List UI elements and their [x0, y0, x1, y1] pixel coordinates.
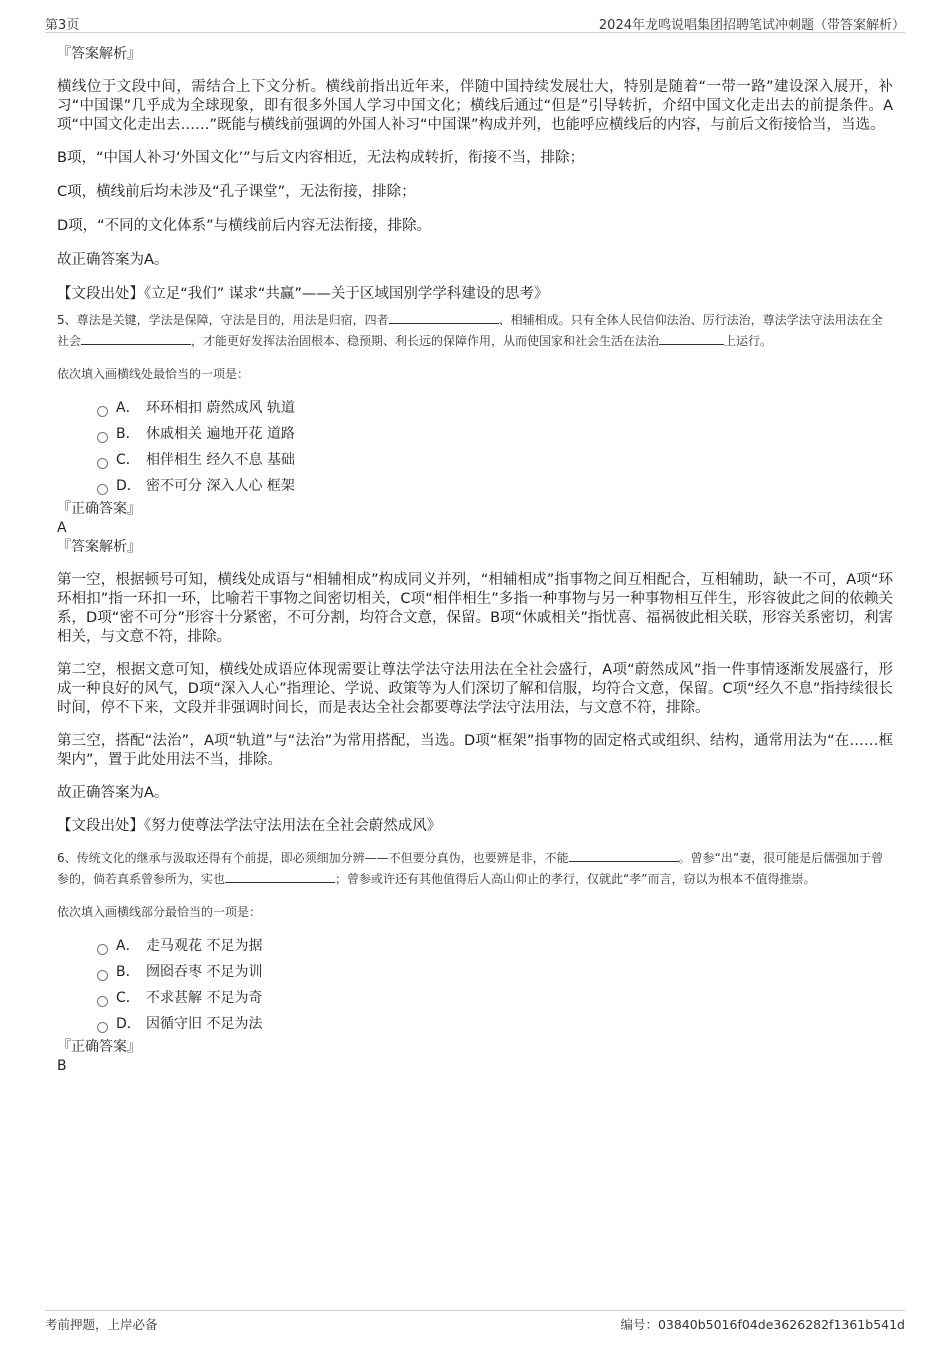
conclusion: 故正确答案为A。: [57, 252, 169, 268]
radio-icon[interactable]: [97, 1022, 108, 1033]
analysis-tag: 『答案解析』: [57, 539, 141, 555]
option-b[interactable]: B． 囫囵吞枣 不足为训: [97, 959, 893, 985]
fill-blank: [81, 332, 191, 345]
page-header: [45, 12, 905, 33]
radio-icon[interactable]: [97, 458, 108, 469]
option-a[interactable]: A． 环环相扣 蔚然成风 轨道: [97, 395, 893, 421]
analysis-paragraph: 第二空，根据文意可知，横线处成语应体现需要让尊法学法守法用法在全社会盛行，A项“蔚然成风”指一件事情逐渐发展盛行，形成一种良好的风气，D项“深入人心”指理论、学说、政策等为人们深切了解和信服，均符合文意，保留。C项“经久不息”指持续很长时间，停不下来，文段并非强调时间长，而是表达全社会都要尊法学法守法用法，与文意不符，排除。: [57, 662, 893, 716]
question-stem: 5、尊法是关键，学法是保障，守法是目的，用法是归宿，四者 、相辅相成。只有全体人民信仰法治、厉行法治，尊法学法守法用法在全社会 ，才能更好发挥法治固根本、稳预期、利长远的保障作用，从而使国家和社会生活在法治 上运行。: [57, 313, 883, 348]
question-prompt: 依次填入画横线部分最恰当的一项是：: [57, 905, 262, 919]
analysis-paragraph: C项，横线前后均未涉及“孔子课堂”，无法衔接，排除；: [57, 184, 416, 200]
fill-blank: [389, 311, 499, 324]
page-number: 第3页: [45, 18, 80, 33]
source-citation: 【文段出处】《立足“我们” 谋求“共赢”——关于区域国别学学科建设的思考》: [57, 286, 549, 302]
fill-blank: [225, 870, 335, 883]
option-b[interactable]: B． 休戚相关 遍地开花 道路: [97, 421, 893, 447]
analysis-paragraph: B项，“中国人补习‘外国文化’”与后文内容相近，无法构成转折，衔接不当，排除；: [57, 150, 585, 166]
fill-blank: [569, 849, 679, 862]
analysis-tag: 『答案解析』: [57, 46, 141, 62]
question-stem: 6、传统文化的继承与汲取还得有个前提，即必须细加分辨——不但要分真伪，也要辨是非，不能 。曾参“出”妻，很可能是后儒强加于曾参的，倘若真系曾参所为，实也 ；曾参或许还有其他值得后人高山仰止的孝行，仅就此“孝”而言，窃以为根本不值得推崇。: [57, 851, 884, 886]
analysis-paragraph: 第三空，搭配“法治”，A项“轨道”与“法治”为常用搭配，当选。D项“框架”指事物的固定格式或组织、结构，通常用法为“在……框架内”，置于此处用法不当，排除。: [57, 733, 893, 768]
radio-icon[interactable]: [97, 406, 108, 417]
document-code: 编号：03840b5016f04de3626282f1361b541d: [620, 1317, 905, 1332]
options-list: [97, 395, 893, 499]
answer-value: A: [57, 520, 67, 536]
option-a[interactable]: A． 走马观花 不足为据: [97, 933, 893, 959]
radio-icon[interactable]: [97, 996, 108, 1007]
source-citation: 【文段出处】《努力使尊法学法守法用法在全社会蔚然成风》: [57, 818, 442, 834]
radio-icon[interactable]: [97, 970, 108, 981]
radio-icon[interactable]: [97, 432, 108, 443]
radio-icon[interactable]: [97, 484, 108, 495]
option-d[interactable]: D． 因循守旧 不足为法: [97, 1011, 893, 1037]
answer-value: B: [57, 1058, 67, 1074]
page-footer: [45, 1310, 905, 1335]
option-d[interactable]: D． 密不可分 深入人心 框架: [97, 473, 893, 499]
main-content: [57, 44, 893, 1075]
radio-icon[interactable]: [97, 944, 108, 955]
analysis-paragraph: 横线位于文段中间，需结合上下文分析。横线前指出近年来，伴随中国持续发展壮大，特别是随着“一带一路”建设深入展开，补习“中国课”几乎成为全球现象，即有很多外国人学习中国文化；横线后通过“但是”引导转折，介绍中国文化走出去的前提条件。A项“中国文化走出去……”既能与横线前强调的外国人补习“中国课”构成并列，也能呼应横线后的内容，与前后文衔接恰当，当选。: [57, 79, 893, 133]
answer-tag: 『正确答案』: [57, 501, 141, 517]
options-list: [97, 933, 893, 1037]
question-prompt: 依次填入画横线处最恰当的一项是：: [57, 367, 250, 381]
analysis-paragraph: 第一空，根据顿号可知，横线处成语与“相辅相成”构成同义并列，“相辅相成”指事物之间互相配合，互相辅助，缺一不可，A项“环环相扣”指一环扣一环，比喻若干事物之间密切相关，C项“相伴相生”多指一种事物与另一种事物相互伴生，形容彼此之间的依赖关系，D项“密不可分”形容十分紧密，不可分割，均符合文意，保留。B项“休戚相关”指忧喜、福祸彼此相关联，形容关系密切，利害相关，与文意不符，排除。: [57, 572, 893, 645]
option-c[interactable]: C． 不求甚解 不足为奇: [97, 985, 893, 1011]
conclusion: 故正确答案为A。: [57, 785, 169, 801]
fill-blank: [659, 332, 724, 345]
analysis-paragraph: D项，“不同的文化体系”与横线前后内容无法衔接，排除。: [57, 218, 432, 234]
option-c[interactable]: C． 相伴相生 经久不息 基础: [97, 447, 893, 473]
document-title: 2024年龙鸣说唱集团招聘笔试冲刺题（带答案解析）: [598, 18, 905, 33]
answer-tag: 『正确答案』: [57, 1039, 141, 1055]
footer-note: 考前押题，上岸必备: [45, 1317, 158, 1332]
